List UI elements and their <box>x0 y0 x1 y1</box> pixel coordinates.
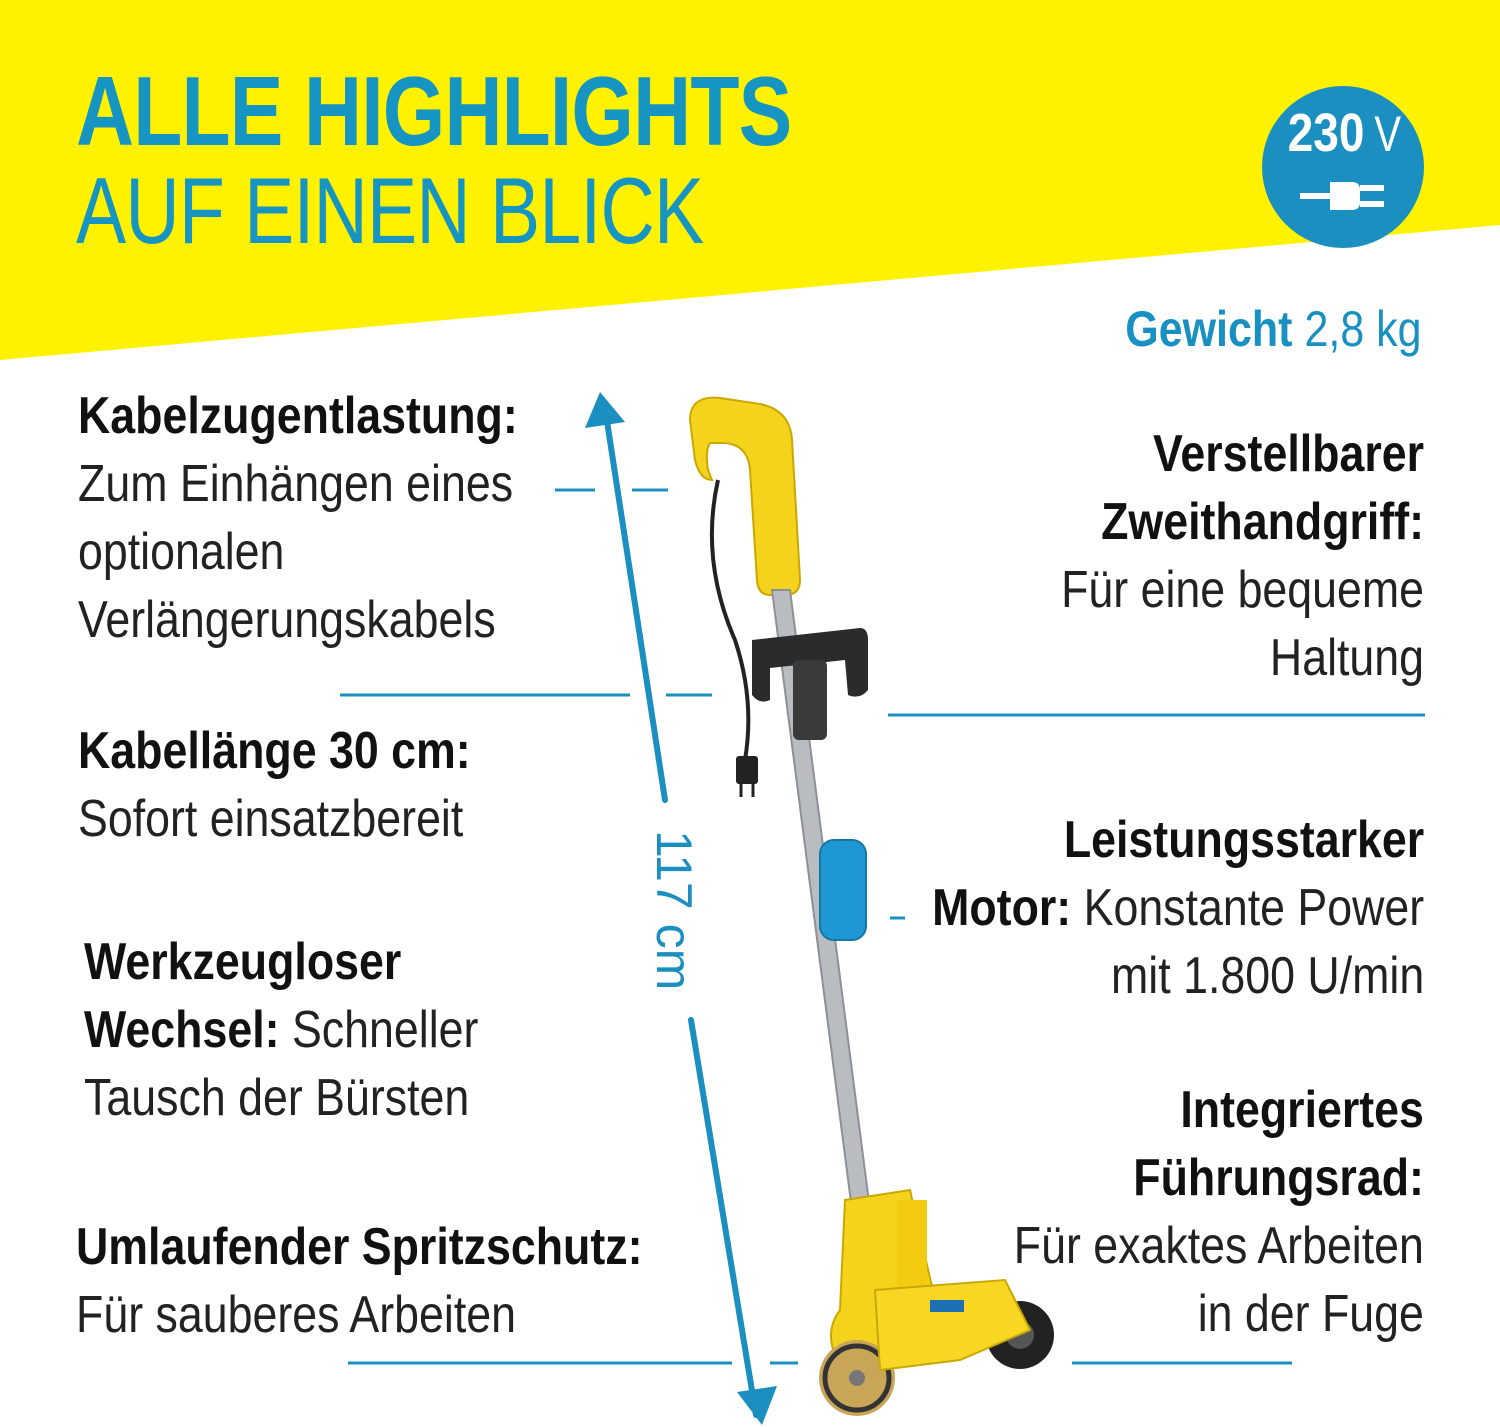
feature-toolless-change <box>84 928 478 1132</box>
feature-label: Leistungsstarker <box>1063 811 1424 869</box>
feature-label: Kabelzugentlastung: <box>78 387 518 445</box>
feature-powerful-motor <box>932 806 1424 1010</box>
feature-label: Wechsel: <box>84 1001 280 1059</box>
feature-text: Konstante Power <box>1083 879 1424 937</box>
feature-label: Verstellbarer <box>1153 425 1424 483</box>
feature-text: Für sauberes Arbeiten <box>76 1286 516 1344</box>
feature-label: Führungsrad: <box>1133 1149 1424 1207</box>
feature-splash-guard <box>76 1213 643 1349</box>
feature-cable-relief <box>78 382 518 654</box>
feature-text: Für exaktes Arbeiten <box>1013 1217 1424 1275</box>
feature-text: in der Fuge <box>1197 1285 1424 1343</box>
brand-label <box>930 1300 964 1312</box>
feature-text: Tausch der Bürsten <box>84 1069 470 1127</box>
arrow-head-up <box>585 392 625 428</box>
weight-label: Gewicht <box>1125 301 1293 357</box>
feature-label: Zweithandgriff: <box>1101 493 1424 551</box>
headline-line-2: AUF EINEN BLICK <box>76 158 704 263</box>
feature-label: Werkzeugloser <box>84 933 402 991</box>
feature-cable-length <box>78 717 471 853</box>
feature-label: Kabellänge 30 cm: <box>78 722 471 780</box>
feature-text: optionalen <box>78 523 285 581</box>
headline-line-1: ALLE HIGHLIGHTS <box>76 56 792 166</box>
voltage-unit: V <box>1374 106 1402 162</box>
feature-text: Sofort einsatzbereit <box>78 790 464 848</box>
feature-text: Verlängerungskabels <box>78 591 496 649</box>
feature-label: Integriertes <box>1180 1081 1424 1139</box>
weight-value: 2,8 kg <box>1304 301 1422 357</box>
feature-adjustable-handle <box>1061 420 1424 692</box>
feature-guide-wheel <box>1014 1076 1424 1348</box>
feature-label: Motor: <box>931 879 1071 937</box>
feature-text: mit 1.800 U/min <box>1110 947 1424 1005</box>
measurement-label: 117 cm <box>646 830 702 991</box>
feature-text: Für eine bequeme <box>1061 561 1424 619</box>
feature-text: Haltung <box>1269 629 1424 687</box>
feature-text: Schneller <box>291 1001 479 1059</box>
feature-text: Zum Einhängen eines <box>78 455 514 513</box>
voltage-value: 230 <box>1288 103 1365 163</box>
feature-label: Umlaufender Spritzschutz: <box>76 1218 643 1276</box>
